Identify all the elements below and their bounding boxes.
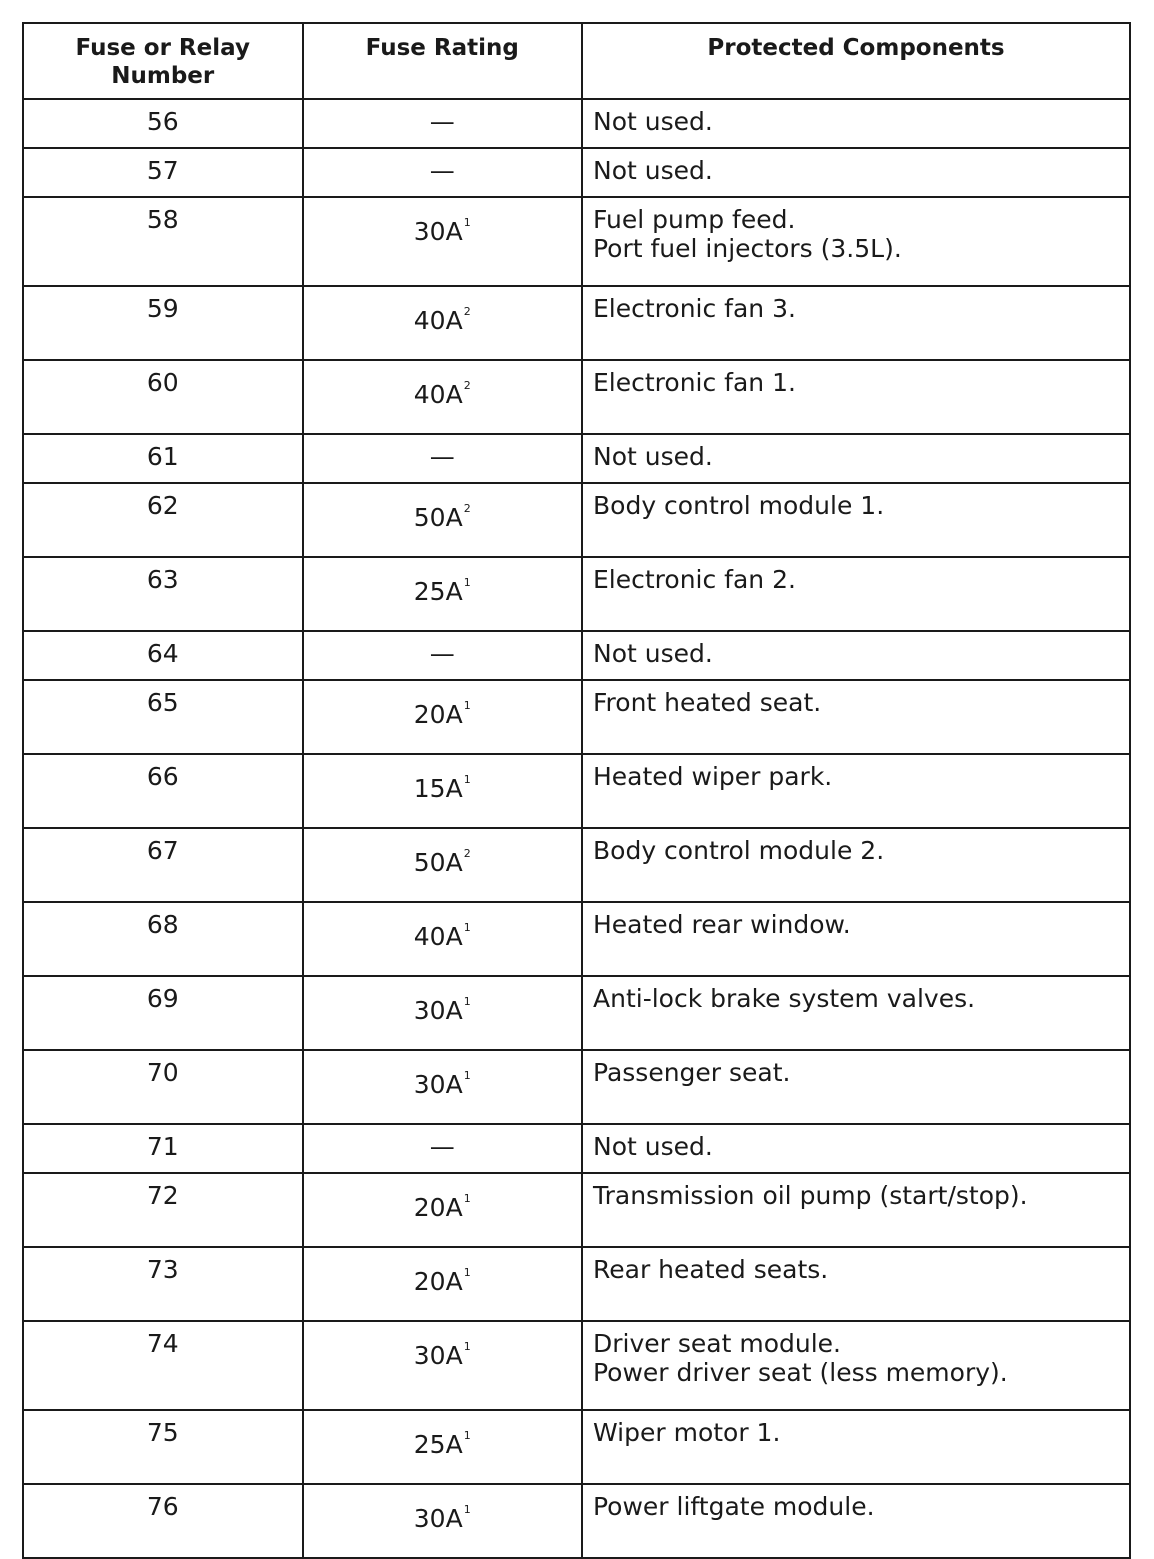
fuse-rating-footnote: 1 [463,1340,471,1353]
fuse-rating-cell [303,434,583,483]
protected-component-line: Rear heated seats. [593,1255,829,1284]
protected-components-cell [582,557,1130,631]
table-row [23,286,1130,360]
protected-components-cell [582,976,1130,1050]
table-row [23,434,1130,483]
fuse-number-cell: 60 [23,360,303,434]
fuse-number-cell: 68 [23,902,303,976]
fuse-rating-value: — [429,1132,455,1161]
fuse-number-cell: 67 [23,828,303,902]
fuse-rating-value: 20A [413,1193,463,1222]
table-row [23,631,1130,680]
table-header [23,23,1130,99]
fuse-number-cell: 74 [23,1321,303,1410]
table-row [23,976,1130,1050]
fuse-rating-cell [303,1410,583,1484]
header-fuse-number-line2: Number [111,63,215,89]
fuse-rating-value: — [429,442,455,471]
header-fuse-number-line1: Fuse or Relay [75,35,250,61]
fuse-rating-value: 30A [413,996,463,1025]
fuse-rating-value: 20A [413,1267,463,1296]
fuse-rating-value: 50A [413,503,463,532]
fuse-rating-cell [303,1484,583,1558]
header-protected-components: Protected Components [582,23,1130,99]
protected-component-line: Fuel pump feed. [593,205,796,234]
protected-component-line: Body control module 2. [593,836,885,865]
fuse-rating-value: 30A [413,1341,463,1370]
header-row [23,23,1130,99]
fuse-rating-cell [303,197,583,286]
fuse-rating-footnote: 2 [463,379,471,392]
fuse-rating-value: 30A [413,217,463,246]
protected-component-line: Power driver seat (less memory). [593,1358,1008,1387]
fuse-rating-footnote: 2 [463,847,471,860]
fuse-number-cell: 76 [23,1484,303,1558]
fuse-number-cell: 58 [23,197,303,286]
fuse-number-cell: 62 [23,483,303,557]
fuse-rating-value: 30A [413,1070,463,1099]
fuse-number-cell: 71 [23,1124,303,1173]
table-row [23,680,1130,754]
fuse-rating-value: 20A [413,700,463,729]
protected-components-cell [582,754,1130,828]
table-body [23,99,1130,1558]
fuse-rating-cell [303,286,583,360]
table-row [23,148,1130,197]
protected-component-line: Heated rear window. [593,910,851,939]
table-row [23,557,1130,631]
protected-component-line: Port fuel injectors (3.5L). [593,234,902,263]
fuse-rating-footnote: 1 [463,576,471,589]
fuse-rating-cell [303,976,583,1050]
fuse-number-cell: 56 [23,99,303,148]
fuse-number-cell: 64 [23,631,303,680]
fuse-number-cell: 70 [23,1050,303,1124]
fuse-number-cell: 69 [23,976,303,1050]
header-fuse-rating: Fuse Rating [303,23,583,99]
header-fuse-number [23,23,303,99]
fuse-rating-footnote: 1 [463,1192,471,1205]
fuse-rating-value: — [429,156,455,185]
fuse-rating-value: 40A [413,922,463,951]
fuse-rating-value: 15A [413,774,463,803]
protected-component-line: Anti-lock brake system valves. [593,984,976,1013]
protected-components-cell [582,1050,1130,1124]
protected-components-cell [582,99,1130,148]
fuse-rating-cell [303,631,583,680]
table-row [23,1050,1130,1124]
fuse-rating-value: 50A [413,848,463,877]
table-row [23,197,1130,286]
fuse-rating-value: 25A [413,577,463,606]
table-row [23,1484,1130,1558]
table-row [23,1124,1130,1173]
fuse-rating-cell [303,680,583,754]
table-row [23,1410,1130,1484]
table-row [23,483,1130,557]
protected-component-line: Not used. [593,156,713,185]
protected-component-line: Transmission oil pump (start/stop). [593,1181,1028,1210]
fuse-rating-value: 40A [413,306,463,335]
fuse-rating-value: — [429,639,455,668]
fuse-rating-cell [303,1173,583,1247]
protected-components-cell [582,148,1130,197]
fuse-rating-footnote: 2 [463,502,471,515]
protected-component-line: Driver seat module. [593,1329,841,1358]
fuse-rating-cell [303,148,583,197]
fuse-rating-footnote: 1 [463,995,471,1008]
protected-component-line: Passenger seat. [593,1058,791,1087]
table-row [23,754,1130,828]
fuse-rating-footnote: 1 [463,216,471,229]
protected-component-line: Not used. [593,1132,713,1161]
protected-components-cell [582,902,1130,976]
fuse-rating-cell [303,557,583,631]
fuse-number-cell: 63 [23,557,303,631]
protected-components-cell [582,1247,1130,1321]
fuse-rating-footnote: 1 [463,773,471,786]
fuse-rating-value: — [429,107,455,136]
fuse-rating-cell [303,754,583,828]
protected-components-cell [582,286,1130,360]
table-row [23,1173,1130,1247]
protected-components-cell [582,631,1130,680]
fuse-rating-footnote: 1 [463,699,471,712]
protected-components-cell [582,360,1130,434]
protected-component-line: Not used. [593,639,713,668]
fuse-rating-cell [303,902,583,976]
protected-components-cell [582,1410,1130,1484]
table-row [23,1247,1130,1321]
protected-component-line: Not used. [593,107,713,136]
fuse-rating-value: 30A [413,1504,463,1533]
protected-component-line: Electronic fan 3. [593,294,796,323]
fuse-rating-value: 40A [413,380,463,409]
fuse-number-cell: 59 [23,286,303,360]
fuse-number-cell: 61 [23,434,303,483]
table-row [23,1321,1130,1410]
protected-components-cell [582,1173,1130,1247]
fuse-rating-cell [303,1247,583,1321]
table-row [23,99,1130,148]
protected-component-line: Electronic fan 1. [593,368,796,397]
fuse-rating-cell [303,1321,583,1410]
table-row [23,828,1130,902]
fuse-rating-cell [303,360,583,434]
protected-components-cell [582,1321,1130,1410]
protected-component-line: Front heated seat. [593,688,822,717]
protected-components-cell [582,197,1130,286]
protected-component-line: Power liftgate module. [593,1492,875,1521]
protected-components-cell [582,1484,1130,1558]
protected-components-cell [582,828,1130,902]
fuse-table [22,22,1131,1559]
protected-component-line: Wiper motor 1. [593,1418,781,1447]
fuse-rating-value: 25A [413,1430,463,1459]
fuse-number-cell: 57 [23,148,303,197]
fuse-rating-footnote: 1 [463,1429,471,1442]
table-row [23,360,1130,434]
fuse-number-cell: 73 [23,1247,303,1321]
fuse-rating-footnote: 2 [463,305,471,318]
fuse-rating-footnote: 1 [463,1503,471,1516]
fuse-number-cell: 66 [23,754,303,828]
protected-component-line: Heated wiper park. [593,762,833,791]
protected-components-cell [582,434,1130,483]
fuse-rating-cell [303,483,583,557]
protected-component-line: Body control module 1. [593,491,885,520]
fuse-rating-cell [303,828,583,902]
fuse-rating-footnote: 1 [463,1266,471,1279]
protected-component-line: Not used. [593,442,713,471]
fuse-number-cell: 72 [23,1173,303,1247]
table-row [23,902,1130,976]
fuse-rating-cell [303,99,583,148]
protected-components-cell [582,680,1130,754]
fuse-rating-footnote: 1 [463,921,471,934]
fuse-number-cell: 65 [23,680,303,754]
protected-components-cell [582,1124,1130,1173]
fuse-rating-footnote: 1 [463,1069,471,1082]
fuse-rating-cell [303,1124,583,1173]
protected-components-cell [582,483,1130,557]
protected-component-line: Electronic fan 2. [593,565,796,594]
fuse-number-cell: 75 [23,1410,303,1484]
fuse-rating-cell [303,1050,583,1124]
